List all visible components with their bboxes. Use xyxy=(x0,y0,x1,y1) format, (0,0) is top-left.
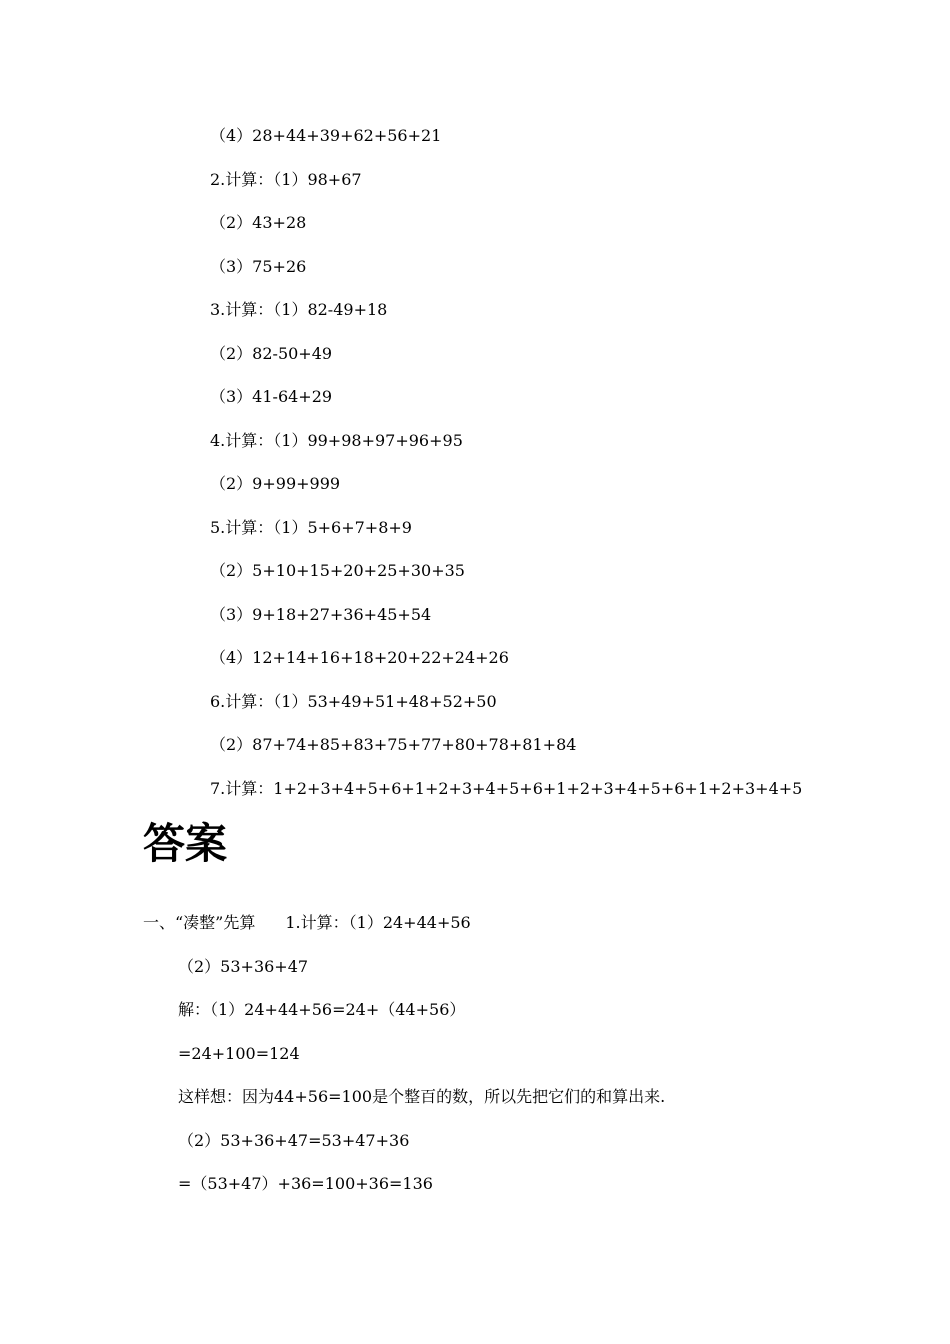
answer-line: =（53+47）+36=100+36=136 xyxy=(178,1174,433,1193)
exercise-line: 7.计算：1+2+3+4+5+6+1+2+3+4+5+6+1+2+3+4+5+6+1+2+3+4+5 xyxy=(210,779,803,798)
section-title: 一、“凑整”先算 xyxy=(143,913,256,932)
answer-line: （2）53+36+47 xyxy=(178,957,309,976)
exercise-line: 3.计算：（1）82-49+18 xyxy=(210,300,388,319)
exercise-line: （2）5+10+15+20+25+30+35 xyxy=(210,561,465,580)
answers-section-line xyxy=(143,913,471,933)
exercise-line: （4）12+14+16+18+20+22+24+26 xyxy=(210,648,509,667)
exercise-line: （4）28+44+39+62+56+21 xyxy=(210,126,442,145)
problem-1: 1.计算：（1）24+44+56 xyxy=(285,913,471,932)
answer-line: =24+100=124 xyxy=(178,1044,300,1063)
exercise-line: （3）9+18+27+36+45+54 xyxy=(210,605,432,624)
exercise-line: 2.计算：（1）98+67 xyxy=(210,170,362,189)
answer-line: 这样想：因为44+56=100是个整百的数，所以先把它们的和算出来. xyxy=(178,1087,666,1106)
exercise-line: （2）82-50+49 xyxy=(210,344,333,363)
exercise-line: （2）9+99+999 xyxy=(210,474,341,493)
answers-heading: 答案 xyxy=(143,819,228,868)
exercise-line: 4.计算：（1）99+98+97+96+95 xyxy=(210,431,463,450)
answer-line: 解：（1）24+44+56=24+（44+56） xyxy=(178,1000,466,1019)
exercise-line: （3）41-64+29 xyxy=(210,387,333,406)
exercise-line: （2）87+74+85+83+75+77+80+78+81+84 xyxy=(210,735,577,754)
answer-line: （2）53+36+47=53+47+36 xyxy=(178,1131,410,1150)
exercise-line: 6.计算：（1）53+49+51+48+52+50 xyxy=(210,692,497,711)
exercise-line: 5.计算：（1）5+6+7+8+9 xyxy=(210,518,412,537)
exercise-line: （2）43+28 xyxy=(210,213,307,232)
exercise-line: （3）75+26 xyxy=(210,257,307,276)
